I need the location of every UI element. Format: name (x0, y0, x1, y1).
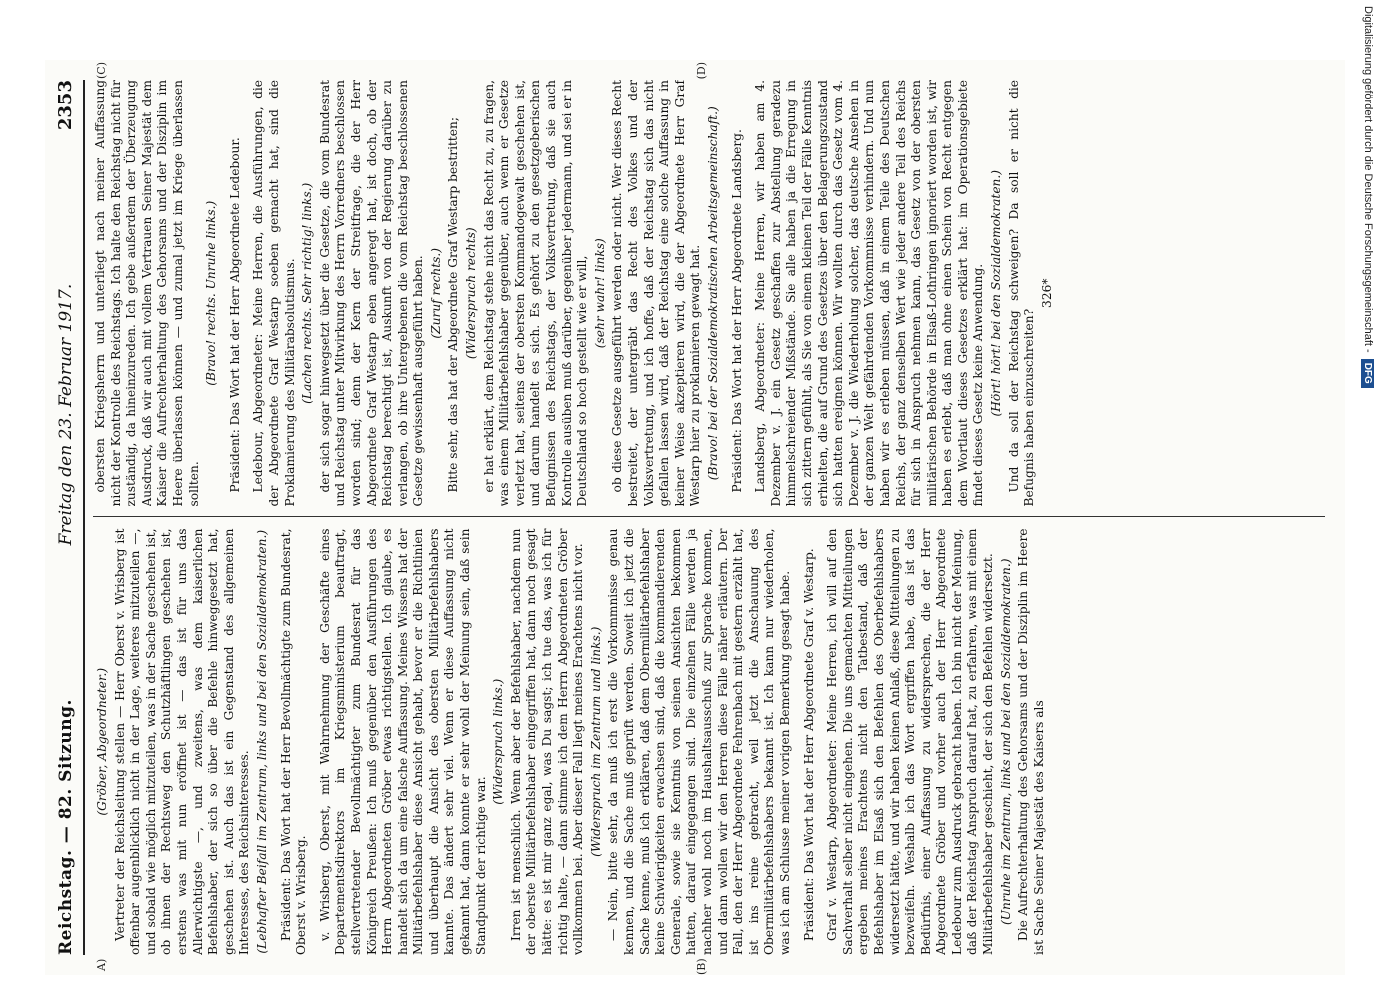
paragraph: obersten Kriegsherrn und unterliegt nach meiner Auffassung nicht der Kontrolle des Reichstags. Ich halte den Reichstag nicht für zuständig, da hineinzureden. Ich gebe außerdem der Überzeugung Ausdruck, daß wir auch mit vollem Vertrauen Seiner Majestät dem Kaiser die Aufrechterhaltung des Gehorsams und der Disziplin im Heere überlassen können — und zumal jetzt im Kriege überlassen sollten. (93, 80, 201, 507)
speech-landsberg: Landsberg, Abgeordneter: Meine Herren, wir haben am 4. Dezember v. J. ein Gesetz geschaffen zur Abstellung geradezu himmelschreiender Mißstände. Sie alle haben ja die Erregung in sich zittern gefühlt, als Sie von einem kleinen Teil der Fälle Kenntnis erhielten, die auf Grund des Gesetzes über den Belagerungszustand sich hatten ereignen können. Wir wollten durch das Gesetz vom 4. Dezember v. J. die Wiederholung solcher, das deutsche Ansehen in der ganzen Welt gefährdenden Vorkommnisse verhindern. Und nun haben wir es erleben müssen, daß in einem Teile des Deutschen Reichs, der ganz denselben Wert wie jeder andere Teil des Reichs für sich in Anspruch nehmen kann, das Gesetz von der obersten militärischen Behörde in Elsaß-Lothringen ignoriert worden ist, wir haben es erlebt, daß man ohne einen Schein von Recht entgegen dem Wortlaut dieses Gesetzes erklärt hat: im Operationsgebiete findet dieses Gesetz keine Anwendung. (753, 80, 986, 507)
right-column (93, 80, 1325, 507)
speech-westarp: Graf v. Westarp, Abgeordneter: Meine Herren, ich will auf den Sachverhalt selber nicht eingehen. Die uns gemachten Mitteilungen ergeben meines Erachtens nicht den Tatbestand, daß der Befehlshaber im Elsaß sich den Befehlen des Oberbefehlshabers widersetzt hätte, und wir haben keinen Anlaß, diese Mitteilungen zu bezweifeln. Weshalb ich das Wort ergriffen habe, das ist das Bedürfnis, einer Auffassung zu widersprechen, die der Herr Abgeordnete Gröber und vorher auch der Herr Abgeordnete Ledebour zum Ausdruck gebracht haben. Ich bin nicht der Meinung, daß der Reichstag Anspruch darauf hat, zu erfahren, was mit einem Militärbefehlshaber geschieht, der sich den Befehlen widersetzt. (825, 528, 996, 955)
page-header (55, 80, 85, 955)
paragraph: Die Aufrechterhaltung des Gehorsams und der Disziplin im Heere ist Sache Seiner Majestät des Kaisers als (1016, 528, 1046, 955)
president-remark: Präsident: Das Wort hat der Herr Abgeordnete Landsberg. (729, 129, 744, 493)
paragraph: Und da soll der Reichstag schweigen? Da soll er nicht die Befugnis haben einzuschreiten? (1006, 80, 1037, 507)
footer-signature-mark: 326* (1039, 278, 1054, 308)
margin-mark-c: (C) (95, 62, 108, 79)
left-column (93, 529, 1325, 956)
president-remark: Präsident: Das Wort hat der Herr Abgeordnete Graf v. Westarp. (801, 548, 816, 941)
session-date: Freitag den 23. Februar 1917. (56, 283, 76, 546)
paragraph: er hat erklärt, dem Reichstag stehe nicht das Recht zu, zu fragen, was einem Militärbefehlshaber gegenüber, auch wenn er Gesetze verletzt hat, seitens der obersten Kommandogewalt geschehen ist, und darum handelt es sich. Es gehört zu den gesetzgeberischen Befugnissen des Reichstags, der Volksvertretung, daß sie auch Kontrolle ausüben muß darüber, gegenüber jedermann, und sei er in Deutschland so hoch gestellt wie er will, (481, 80, 590, 507)
interjection: (sehr wahr! links) (592, 238, 607, 349)
page-number: 2353 (55, 80, 76, 131)
dfg-logo: DFG (1362, 359, 1375, 388)
speech-wrisberg: v. Wrisberg, Oberst, mit Wahrnehmung der Geschäfte eines Departementsdirektors im Kriegsministerium beauftragt, stellvertretender Bevollmächtigter zum Bundesrat für das Königreich Preußen: Ich muß gegenüber den Ausführungen des Herrn Abgeordneten Gröber etwas richtigstellen. Ich glaube, es handelt sich da um eine falsche Auffassung. Meines Wissens hat der Militärbefehlshaber diese Ansicht gehabt, bevor er die Richtlinien und überhaupt die Ansicht des obersten Militärbefehlshabers kannte. Das ändert sehr viel. Wenn er diese Auffassung nicht gekannt hat, dann konnte er sehr wohl der Meinung sein, daß sein Standpunkt der richtige war. (317, 528, 488, 955)
paragraph: Irren ist menschlich. Wenn aber der Befehlshaber, nachdem nun der oberste Militärbefehlshaber eingegriffen hat, dann noch gesagt hätte: es ist mir ganz egal, was Du sagst; ich tue das, was ich für richtig halte, — dann stimme ich dem Herrn Abgeordneten Gröber vollkommen bei. Aber dieser Fall liegt meines Erachtens nicht vor. (508, 528, 586, 955)
text-columns (93, 80, 1325, 955)
interjection: (Zuruf rechts.) (428, 247, 443, 339)
paragraph: — Nein, bitte sehr, da muß ich erst die Vorkommnisse genau kennen, und die Sache muß geprüft werden. Soweit ich jetzt die Sache kenne, muß ich erklären, daß dem Obermilitärbefehlshaber keine Schwierigkeiten erwachsen sind, daß die kommandierenden Generale, sowie sie Kenntnis von seinen Ansichten bekommen hatten, darauf eingegangen sind. Die einzelnen Fälle werden ja nachher wohl noch im Haushaltsausschuß zur Sprache kommen, und dann wollen wir den Herren diese Fälle näher erläutern. Der Fall, den der Herr Abgeordnete Fehrenbach mit gestern erzählt hat, ist ins reine gebracht, weil jetzt die Anschauung des Obermilitärbefehlshabers bekannt ist. Ich kann nur wiederholen, was ich am Schlusse meiner vorigen Bemerkung gesagt habe. (606, 528, 792, 955)
interjection: (Lachen rechts. Sehr richtig! links.) (300, 182, 315, 404)
interjection: (Widerspruch links.) (491, 678, 506, 805)
session-title: Reichstag. — 82. Sitzung. (56, 699, 76, 955)
paragraph: der sich sogar hinwegsetzt über die Gesetze, die vom Bundesrat und Reichstag unter Mitwirkung des Herrn Vorredners beschlossen worden sind; denn der Kern der Streitfrage, die der Herr Abgeordnete Graf Westarp eben angeregt hat, ist doch, ob der Reichstag berechtigt ist, Auskunft von der Regierung darüber zu verlangen, ob ihre Untergebenen die vom Reichstag beschlossenen Gesetze gewissenhaft ausgeführt haben. (317, 80, 426, 507)
interjection: (Unruhe im Zentrum, links und bei den Sozialdemokraten.) (998, 558, 1013, 925)
page-sheet (45, 60, 1345, 975)
speaker-continuation: (Gröber, Abgeordneter.) (95, 667, 109, 816)
president-remark: Präsident: Das Wort hat der Herr Bevollmächtigte zum Bundesrat, Oberst v. Wrisberg. (278, 528, 309, 955)
interjection: (Bravo! rechts. Unruhe links.) (204, 200, 219, 386)
interjection: (Bravo! bei der Sozialdemokratischen Arbeitsgemeinschaft.) (705, 106, 720, 481)
interjection: (Hört! hört! bei den Sozialdemokraten.) (989, 169, 1004, 417)
paragraph: Vertreter der Reichsleitung stellen — Herr Oberst v. Wrisberg ist offenbar augenblicklich nicht in der Lage, weiteres mitzuteilen —, und sobald wie möglich mitzuteilen, was in der Sache geschehen ist, ob ihnen der Rechtsweg den Schutzhäftlingen geschehen ist, erstens was mit nun eröffnet ist — das ist für uns das Allerwichtigste —, und zweitens, was dem kaiserlichen Befehlshaber, der sich so über die Befehle hinweggesetzt hat, geschehen ist. Auch das ist ein Gegenstand des allgemeinen Interesses, des Reichsinteresses. (112, 528, 252, 955)
margin-mark-b: (B) (695, 958, 708, 975)
margin-mark-a: A) (95, 958, 108, 971)
paragraph: ob diese Gesetze ausgeführt werden oder nicht. Wer dieses Recht bestreitet, der untergräbt das Recht des Volkes und der Volksvertretung, und ich hoffe, daß der Reichstag sich das nicht gefallen lassen wird, daß der Reichstag eine solche Auffassung in keiner Weise akzeptieren wird, die der Abgeordnete Herr Graf Westarp hier zu proklamieren gewagt hat. (610, 80, 703, 507)
credit-text: Digitalisierung gefördert durch die Deutsche Forschungsgemeinschaft - (1362, 6, 1374, 353)
interjection: (Widerspruch rechts) (464, 227, 479, 360)
interjection: (Widerspruch im Zentrum und links.) (588, 626, 603, 857)
digitization-credit (1354, 0, 1382, 1000)
rotated-page (45, 60, 1345, 975)
margin-mark-d: (D) (695, 62, 708, 80)
president-remark: Präsident: Das Wort hat der Herr Abgeordnete Ledebour. (227, 137, 242, 493)
speech-ledebour: Ledebour, Abgeordneter: Meine Herren, die Ausführungen, die der Abgeordnete Graf Westarp soeben gemacht hat, sind die Proklamierung des Militärabsolutismus. (251, 80, 297, 507)
paragraph: Bitte sehr, das hat der Abgeordnete Graf Westarp bestritten; (446, 117, 461, 493)
interjection: (Lebhafter Beifall im Zentrum, links und bei den Sozialdemokraten.) (254, 529, 269, 954)
